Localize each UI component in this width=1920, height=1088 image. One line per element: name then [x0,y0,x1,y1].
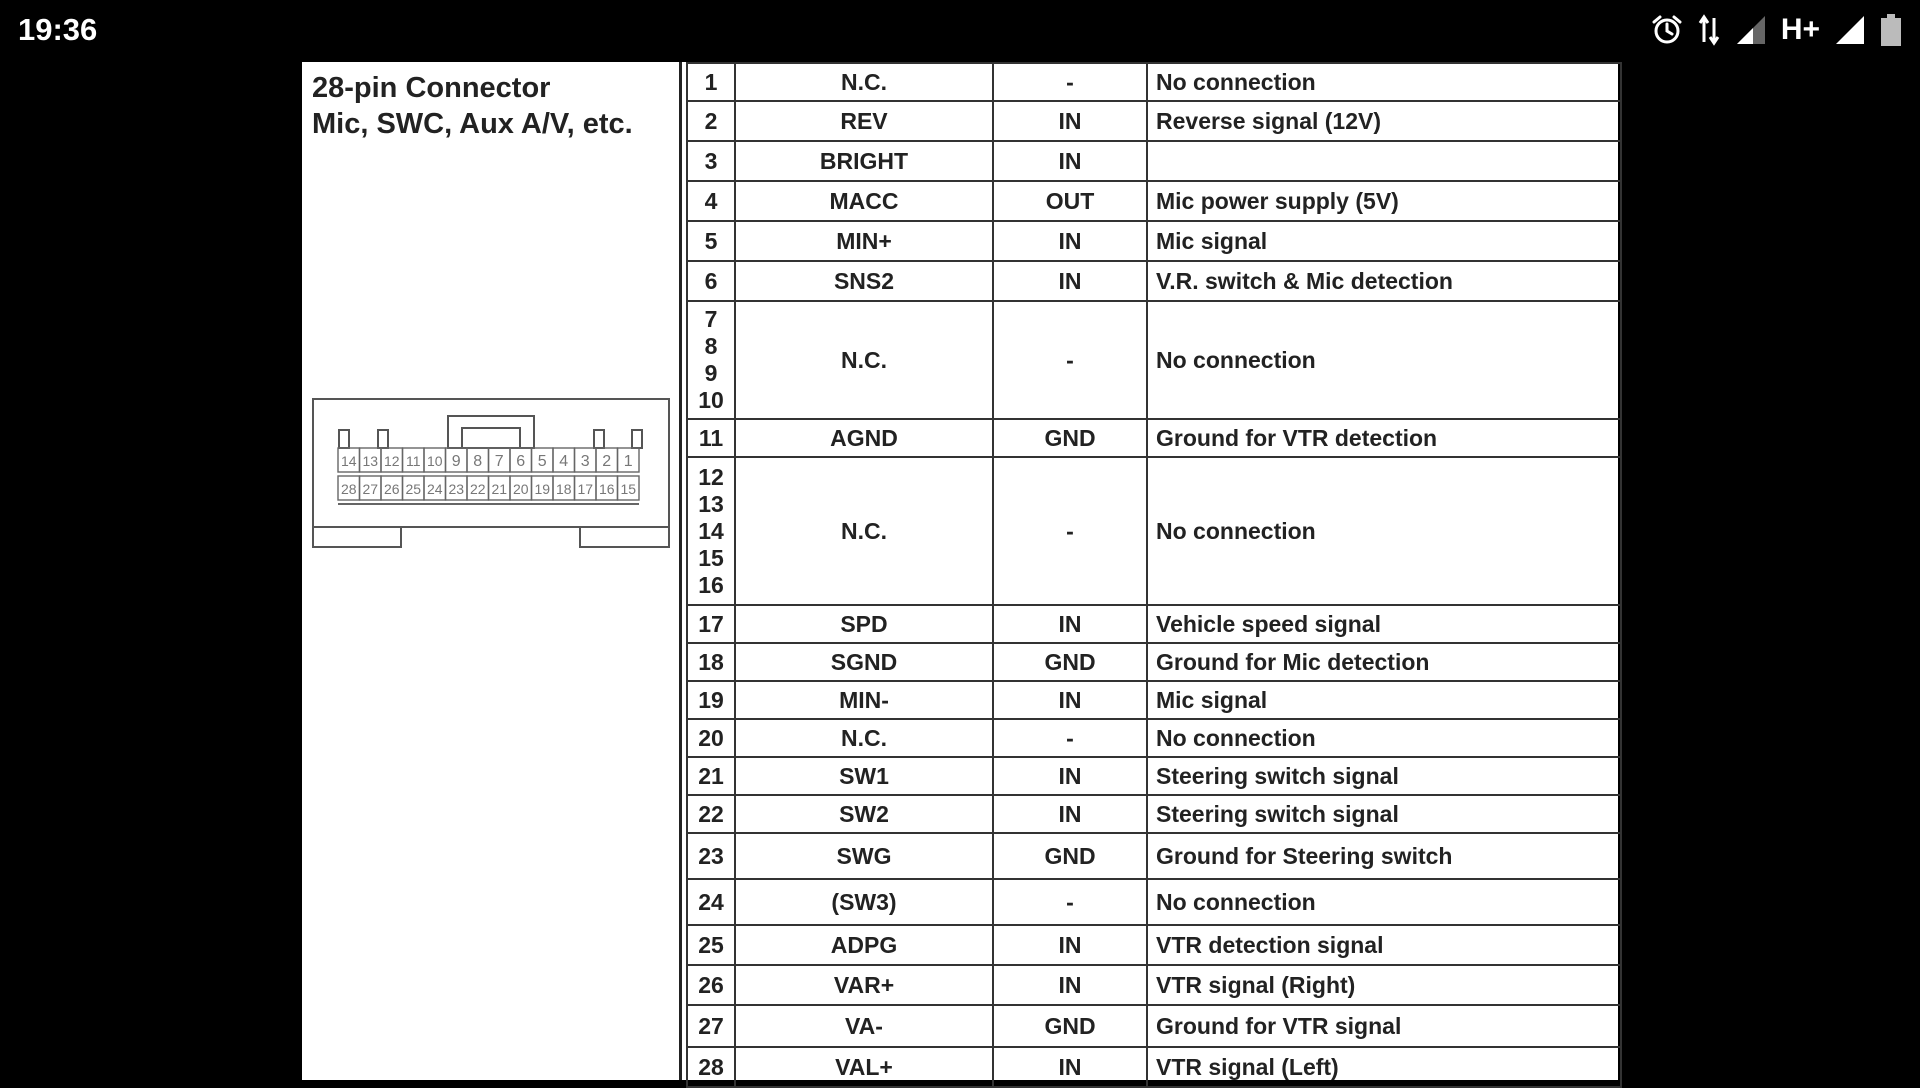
signal-description-cell [1147,925,1621,965]
pin-number-cell [687,457,735,605]
pin-row [687,63,1621,101]
signal-direction: IN [1058,931,1082,958]
pin-number-cell [687,221,735,261]
signal-direction: IN [1058,762,1082,789]
signal-name-cell [735,605,993,643]
connector-pin-label: 4 [559,453,569,470]
signal-name: MIN+ [836,227,892,254]
signal-direction: IN [1058,267,1082,294]
pin-number: 18 [698,648,724,675]
signal-direction: IN [1058,227,1082,254]
connector-pin-label: 27 [362,481,379,497]
signal-description: VTR signal (Left) [1156,1053,1339,1080]
pin-number: 11 [698,424,724,451]
pin-number-cell [687,1005,735,1047]
signal-description: Steering switch signal [1156,800,1399,827]
signal-description-cell [1147,141,1621,181]
pin-number-cell [687,1047,735,1087]
signal-direction-cell [993,833,1147,879]
signal-description: Ground for VTR signal [1156,1012,1402,1039]
signal-name-cell [735,419,993,457]
signal-name-cell [735,301,993,419]
pin-row [687,221,1621,261]
signal-direction-cell [993,1047,1147,1087]
signal-name: SWG [836,842,892,869]
pin-number: 6 [704,267,718,294]
signal-name: N.C. [841,346,887,373]
connector-pin-label: 2 [602,453,612,470]
signal-name-cell [735,681,993,719]
signal-description-cell [1147,419,1621,457]
pin-number: 16 [698,571,724,598]
status-icons [1651,12,1902,48]
pin-number: 22 [698,800,724,827]
pin-number-cell [687,757,735,795]
pin-number: 2 [704,107,718,134]
signal-name-cell [735,879,993,925]
signal-name-cell [735,63,993,101]
signal-direction-cell [993,643,1147,681]
signal-name-cell [735,643,993,681]
signal-description-cell [1147,681,1621,719]
signal-description-cell [1147,965,1621,1005]
signal-name: MACC [829,187,899,214]
pin-row [687,965,1621,1005]
signal-description: No connection [1156,68,1316,95]
connector-pin-label: 25 [405,481,422,497]
connector-panel [302,62,682,1080]
connector-pin-label: 17 [577,481,594,497]
signal-description: Reverse signal (12V) [1156,107,1382,134]
pin-number-cell [687,101,735,141]
signal-description: Steering switch signal [1156,762,1399,789]
signal-description: Mic signal [1156,227,1268,254]
signal-direction: IN [1058,147,1082,174]
signal-direction: GND [1044,842,1096,869]
connector-pin-label: 8 [473,453,483,470]
pin-number: 1 [704,68,718,95]
signal-description: Ground for Mic detection [1156,648,1430,675]
signal-description: Mic signal [1156,686,1268,713]
pin-number-cell [687,879,735,925]
signal-name-cell [735,221,993,261]
signal-description: Ground for VTR detection [1156,424,1438,451]
pin-row [687,719,1621,757]
pin-row [687,181,1621,221]
pin-number: 24 [698,888,724,915]
status-time: 19:36 [18,12,98,47]
signal-name: SW2 [839,800,889,827]
pin-number: 12 [698,463,724,490]
signal-description-cell [1147,757,1621,795]
signal-direction-cell [993,141,1147,181]
signal-direction-cell [993,419,1147,457]
signal-name-cell [735,261,993,301]
pin-number: 8 [704,333,718,359]
signal-full-icon [1834,14,1866,46]
signal-direction: - [1066,724,1074,751]
connector-pin-label: 6 [516,453,526,470]
signal-direction: - [1066,517,1074,544]
connector-pin-label: 14 [340,453,357,469]
signal-description-cell [1147,301,1621,419]
signal-name: REV [840,107,888,134]
signal-name: N.C. [841,724,887,751]
signal-name-cell [735,457,993,605]
signal-description-cell [1147,833,1621,879]
pin-number: 7 [704,306,718,332]
signal-description: No connection [1156,724,1316,751]
connector-pin-label: 21 [491,481,508,497]
signal-description: VTR detection signal [1156,931,1384,958]
pin-number: 20 [698,724,724,751]
signal-name-cell [735,965,993,1005]
connector-pin-label: 18 [555,481,572,497]
connector-pin-label: 1 [623,453,633,470]
signal-direction-cell [993,101,1147,141]
pin-number-cell [687,925,735,965]
signal-direction: - [1066,68,1074,95]
pin-row [687,925,1621,965]
signal-name-cell [735,795,993,833]
pin-number: 25 [698,931,724,958]
signal-direction-cell [993,221,1147,261]
pinout-table [686,62,1622,1088]
signal-name: N.C. [841,517,887,544]
connector-pin-label: 26 [383,481,400,497]
connector-pin-label: 16 [598,481,615,497]
pin-number: 21 [698,762,724,789]
pin-number: 17 [698,610,724,637]
signal-description: No connection [1156,888,1316,915]
signal-name-cell [735,1005,993,1047]
signal-description: Vehicle speed signal [1156,610,1381,637]
signal-name-cell [735,1047,993,1087]
pin-number-cell [687,141,735,181]
signal-icon [1735,14,1767,46]
signal-direction-cell [993,965,1147,1005]
signal-direction-cell [993,681,1147,719]
title-line-1: 28-pin Connector [312,72,551,104]
signal-direction-cell [993,605,1147,643]
pin-number-cell [687,719,735,757]
pin-number: 13 [698,490,724,517]
signal-direction-cell [993,879,1147,925]
signal-description-cell [1147,1047,1621,1087]
pin-number: 28 [698,1053,724,1080]
title-line-2: Mic, SWC, Aux A/V, etc. [312,108,633,140]
pin-row [687,879,1621,925]
signal-name: VA- [845,1012,883,1039]
connector-pin-label: 20 [512,481,529,497]
pin-number-cell [687,181,735,221]
pin-number: 15 [698,544,724,571]
pin-row [687,457,1621,605]
signal-direction: IN [1058,971,1082,998]
signal-description-cell [1147,605,1621,643]
pin-number-cell [687,681,735,719]
signal-name-cell [735,925,993,965]
pin-number: 9 [704,360,718,386]
pin-number-cell [687,965,735,1005]
pin-row [687,261,1621,301]
pin-row [687,605,1621,643]
pin-row [687,141,1621,181]
signal-description-cell [1147,795,1621,833]
connector-pin-label: 23 [448,481,465,497]
signal-description: No connection [1156,517,1316,544]
signal-direction-cell [993,63,1147,101]
pin-row [687,757,1621,795]
signal-direction: IN [1058,800,1082,827]
signal-direction: IN [1058,107,1082,134]
signal-description: Ground for Steering switch [1156,842,1453,869]
pin-number-cell [687,643,735,681]
connector-pin-label: 22 [469,481,486,497]
connector-pin-label: 15 [620,481,637,497]
signal-name: SGND [830,648,898,675]
signal-name-cell [735,719,993,757]
pin-number-cell [687,419,735,457]
signal-direction-cell [993,1005,1147,1047]
connector-pin-label: 24 [426,481,443,497]
signal-direction: IN [1058,610,1082,637]
signal-name: ADPG [830,931,898,958]
pinout-document [302,62,1618,1080]
signal-direction-cell [993,301,1147,419]
signal-description: No connection [1156,346,1316,373]
connector-title [312,70,633,142]
pin-number: 23 [698,842,724,869]
status-bar [0,0,1920,60]
pin-row [687,1047,1621,1087]
pin-number: 14 [698,517,724,544]
pin-number: 10 [698,387,724,413]
signal-description-cell [1147,221,1621,261]
signal-name: SW1 [839,762,889,789]
connector-pin-label: 7 [494,453,504,470]
signal-direction-cell [993,757,1147,795]
connector-pin-label: 9 [451,453,461,470]
connector-pin-label: 10 [426,453,443,469]
pin-number-cell [687,833,735,879]
signal-direction-cell [993,261,1147,301]
signal-description: V.R. switch & Mic detection [1156,267,1453,294]
pin-number-cell [687,795,735,833]
pin-number: 27 [698,1012,724,1039]
signal-description-cell [1147,101,1621,141]
pin-number-cell [687,63,735,101]
signal-name: SPD [840,610,888,637]
pin-number: 4 [704,187,718,214]
connector-pin-label: 13 [362,453,379,469]
pin-number: 19 [698,686,724,713]
signal-description-cell [1147,879,1621,925]
signal-description-cell [1147,63,1621,101]
signal-description-cell [1147,457,1621,605]
pin-row [687,833,1621,879]
signal-direction-cell [993,795,1147,833]
connector-pin-label: 5 [537,453,547,470]
pin-row [687,1005,1621,1047]
signal-direction-cell [993,719,1147,757]
connector-diagram [312,398,672,558]
signal-name-cell [735,141,993,181]
pin-row [687,643,1621,681]
signal-direction: - [1066,888,1074,915]
signal-description: VTR signal (Right) [1156,971,1356,998]
signal-direction: IN [1058,1053,1082,1080]
network-type-label: H+ [1780,13,1820,46]
signal-name-cell [735,757,993,795]
pin-number: 5 [704,227,718,254]
signal-description-cell [1147,1005,1621,1047]
data-transfer-icon [1697,14,1721,46]
signal-direction-cell [993,457,1147,605]
battery-icon [1880,13,1902,47]
pin-row [687,301,1621,419]
pin-number-cell [687,301,735,419]
signal-name: AGND [830,424,898,451]
connector-pin-label: 19 [534,481,551,497]
connector-pin-label: 11 [405,453,421,469]
pin-row [687,101,1621,141]
signal-name-cell [735,181,993,221]
signal-direction: - [1066,346,1074,373]
connector-pin-label: 3 [580,453,590,470]
signal-name: VAL+ [835,1053,893,1080]
signal-name-cell [735,833,993,879]
pin-number: 3 [704,147,718,174]
signal-description: Mic power supply (5V) [1156,187,1399,214]
signal-name: BRIGHT [819,147,909,174]
signal-direction-cell [993,181,1147,221]
alarm-clock-icon [1651,14,1683,46]
pin-number-cell [687,261,735,301]
signal-direction: GND [1044,1012,1096,1039]
signal-description-cell [1147,181,1621,221]
pin-number: 26 [698,971,724,998]
signal-direction: IN [1058,686,1082,713]
pin-row [687,681,1621,719]
connector-pin-label: 12 [383,453,400,469]
signal-name: (SW3) [831,888,897,915]
signal-description-cell [1147,643,1621,681]
signal-description-cell [1147,719,1621,757]
pin-row [687,419,1621,457]
signal-name: VAR+ [833,971,895,998]
pin-number-cell [687,605,735,643]
signal-direction: OUT [1045,187,1095,214]
connector-pin-label: 28 [340,481,357,497]
signal-description-cell [1147,261,1621,301]
signal-name: SNS2 [833,267,895,294]
signal-direction: GND [1044,424,1096,451]
signal-name: N.C. [841,68,887,95]
signal-name-cell [735,101,993,141]
signal-direction-cell [993,925,1147,965]
signal-direction: GND [1044,648,1096,675]
signal-name: MIN- [839,686,889,713]
pin-row [687,795,1621,833]
